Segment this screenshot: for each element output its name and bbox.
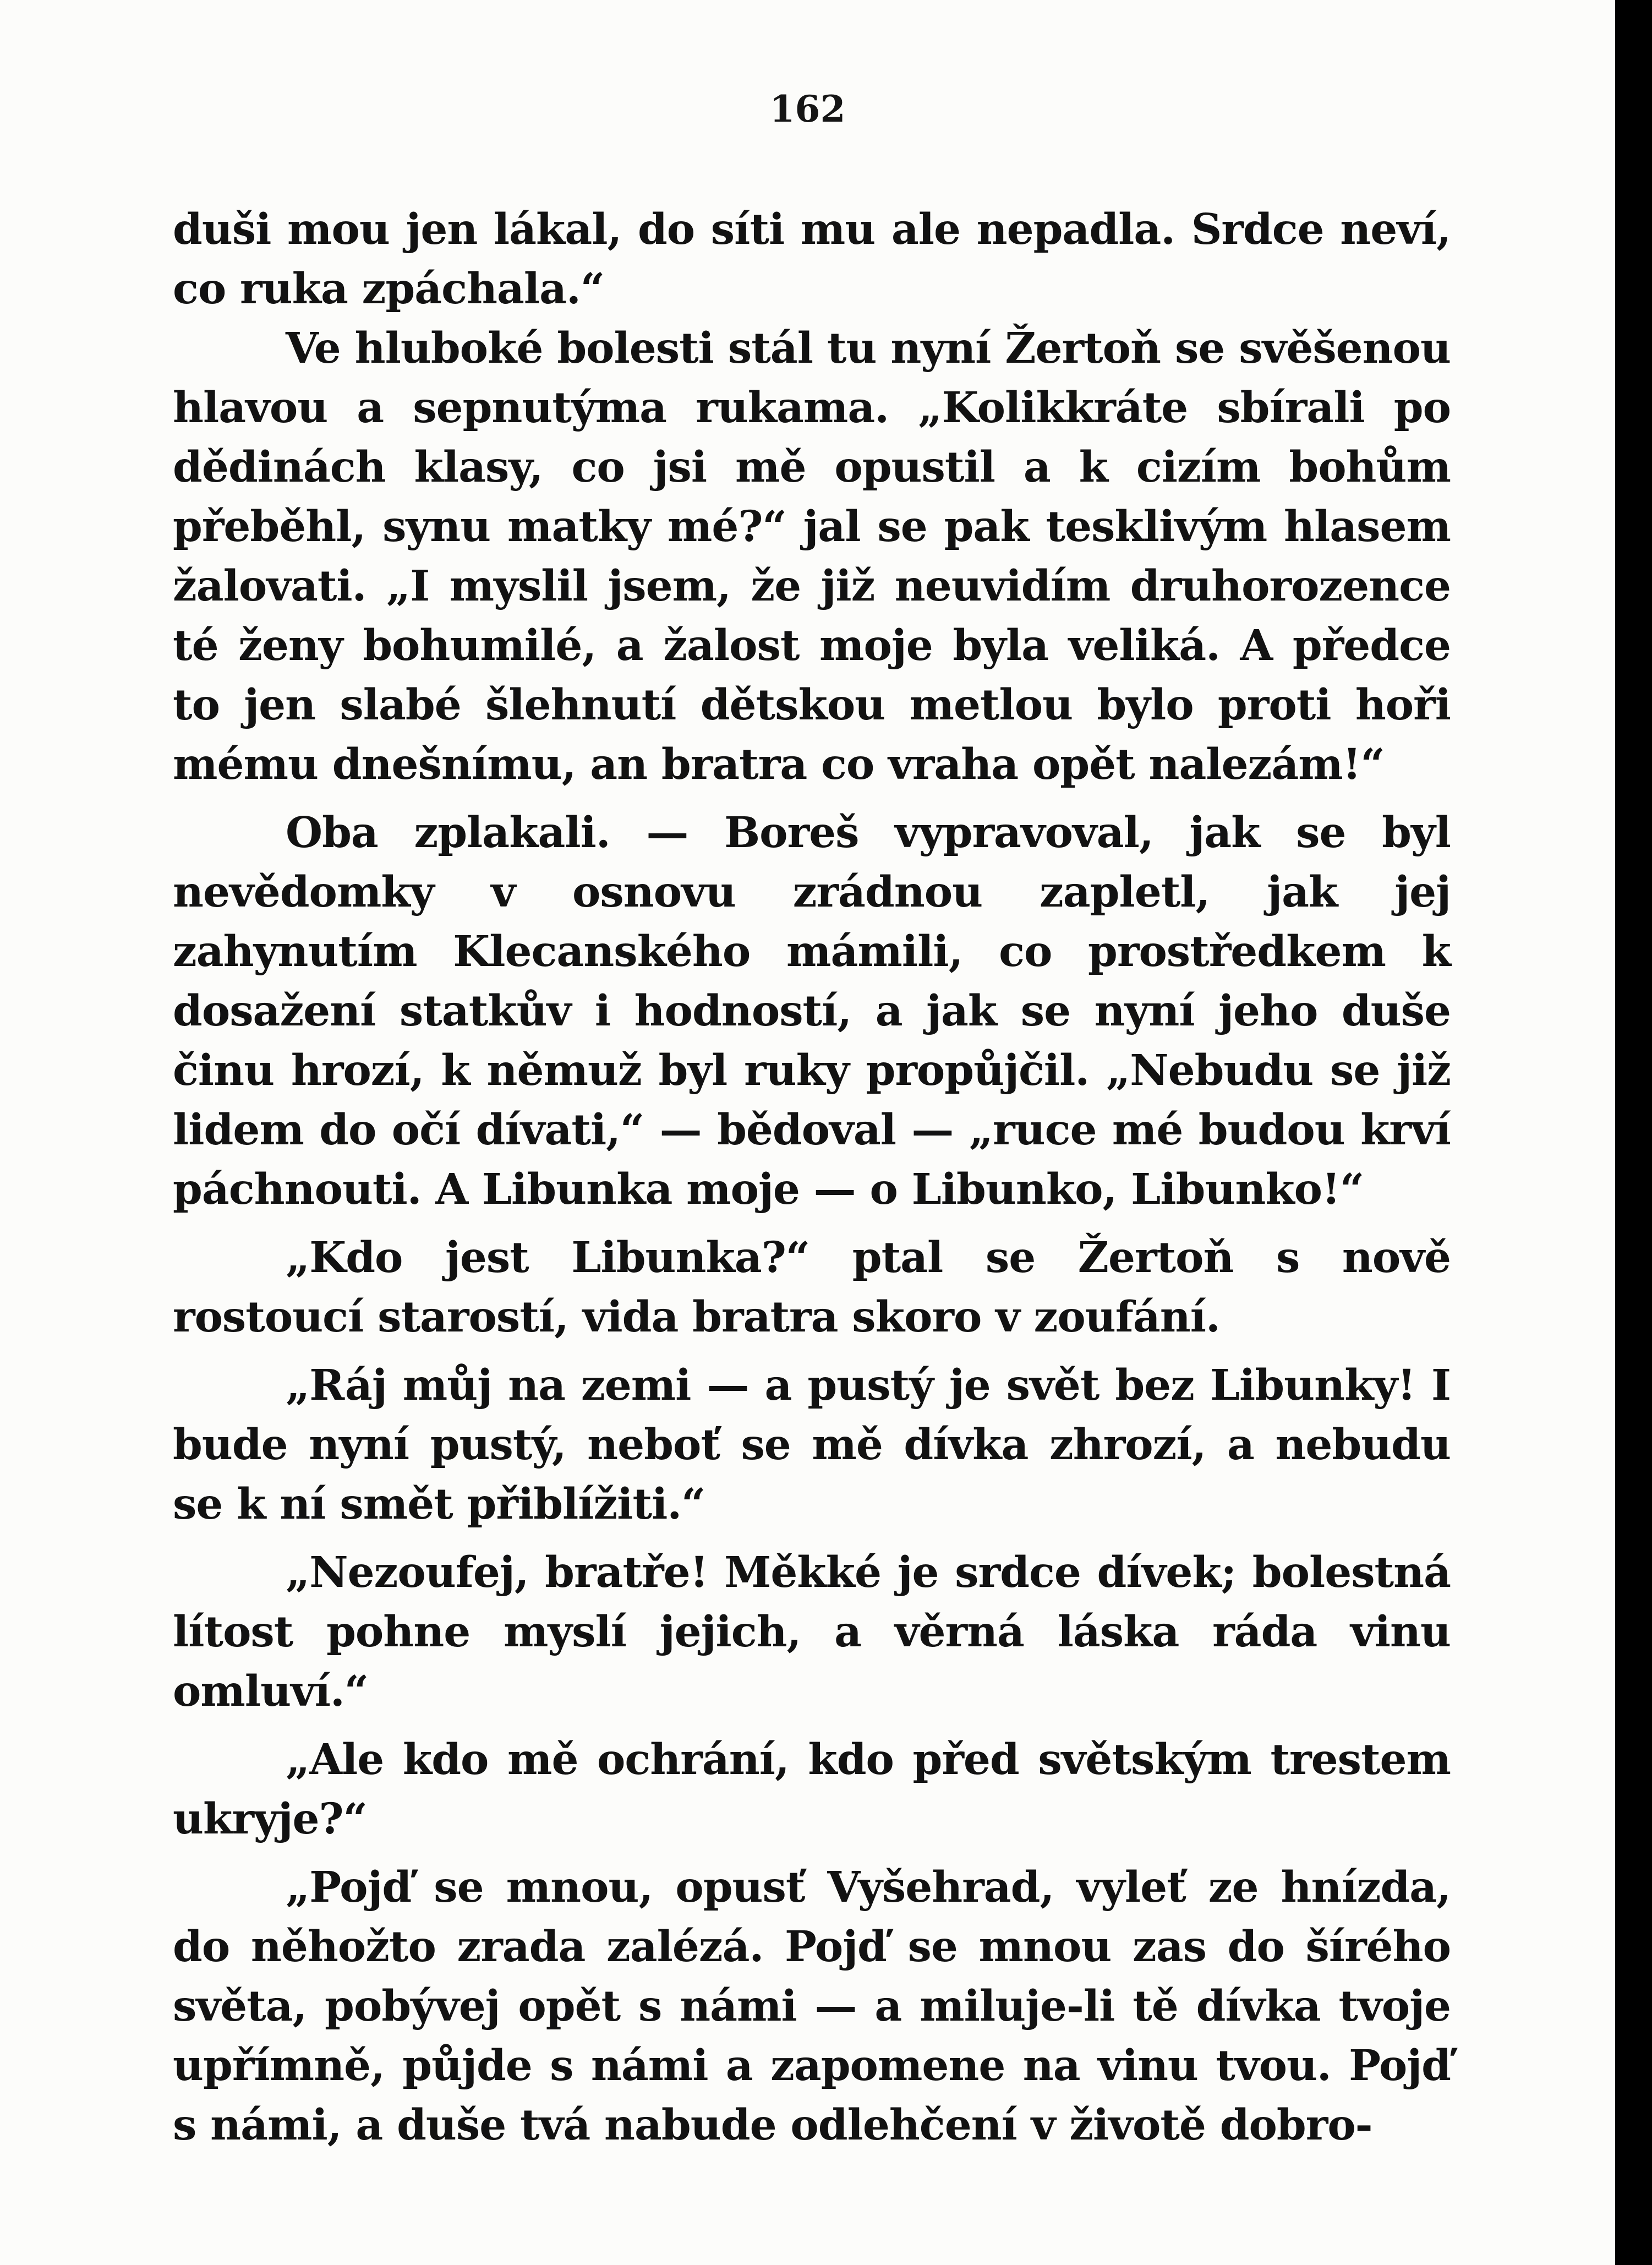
paragraph-8: „Pojď se mnou, opusť Vyšehrad, vyleť ze hnízda, do něhožto zrada zalézá. Pojď se mnou zas do šírého světa, pobývej opět s námi — a miluje-li tě dívka tvoje upřímně, půjde s námi a zapomene na vinu tvou. Pojď s námi, a duše tvá nabude odlehčení v životě dobro-	[173, 1863, 1451, 2150]
paragraph-1: duši mou jen lákal, do síti mu ale nepadla. Srdce neví, co ruka zpáchala.“	[173, 205, 1451, 314]
page-number: 162	[769, 88, 846, 130]
paragraph-7: „Ale kdo mě ochrání, kdo před světským trestem ukryje?“	[173, 1735, 1451, 1844]
paragraph-3: Oba zplakali. — Boreš vypravoval, jak se byl nevědomky v osnovu zrádnou zapletl, jak jej zahynutím Klecanského mámili, co prostředkem k dosažení statkův i hodností, a jak se nyní jeho duše činu hrozí, k němuž byl ruky propůjčil. „Nebudu se již lidem do očí dívati,“ — bědoval — „ruce mé budou krví páchnouti. A Libunka moje — o Libunko, Libunko!“	[173, 808, 1451, 1214]
paragraph-2: Ve hluboké bolesti stál tu nyní Žertoň se svěšenou hlavou a sepnutýma rukama. „Kolikkráte sbírali po dědinách klasy, co jsi mě opustil a k cizím bohům přeběhl, synu matky mé?“ jal se pak tesklivým hlasem žalovati. „I myslil jsem, že již neuvidím druhorozence té ženy bohumilé, a žalost moje byla veliká. A předce to jen slabé šlehnutí dětskou metlou bylo proti hoři mému dnešnímu, an bratra co vraha opět nalezám!“	[173, 324, 1451, 789]
paragraph-4: „Kdo jest Libunka?“ ptal se Žertoň s nově rostoucí starostí, vida bratra skoro v zoufání.	[173, 1233, 1451, 1342]
paragraph-6: „Nezoufej, bratře! Měkké je srdce dívek; bolestná lítost pohne myslí jejich, a věrná láska ráda vinu omluví.“	[173, 1548, 1451, 1716]
paragraph-5: „Ráj můj na zemi — a pustý je svět bez Libunky! I bude nyní pustý, neboť se mě dívka zhrozí, a nebudu se k ní smět přiblížiti.“	[173, 1361, 1451, 1529]
body-text	[173, 200, 1451, 2155]
